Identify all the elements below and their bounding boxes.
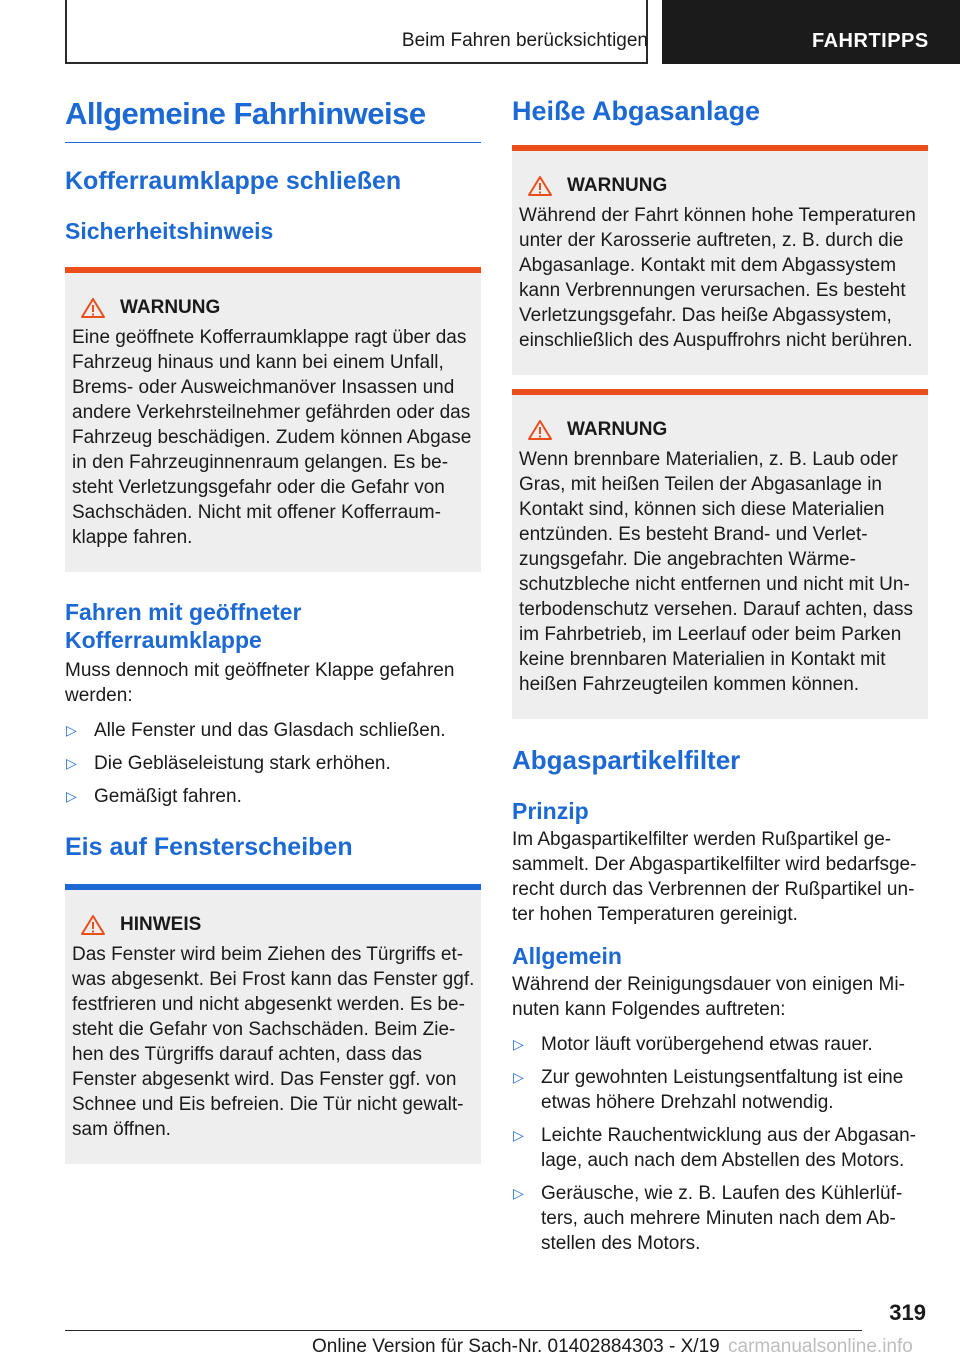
page-number: 319	[889, 1300, 926, 1325]
left-column	[65, 96, 481, 1164]
bullet-icon: ▷	[513, 1127, 524, 1143]
footer-online-version: Online Version für Sach-Nr. 01402884303 - X/19	[312, 1336, 720, 1357]
right-column	[512, 96, 928, 1256]
list-item: ▷ Gemäßigt fahren.	[66, 786, 242, 807]
heading-hot-exhaust: Heiße Abgasanlage	[512, 96, 761, 126]
warning-title	[80, 297, 475, 319]
warning-triangle-icon	[80, 914, 106, 936]
footer-divider	[65, 1330, 862, 1331]
list-open-trunk	[65, 718, 481, 809]
warning-triangle-icon	[80, 297, 106, 319]
warning-box-trunk	[65, 267, 481, 572]
watermark: carmanualsonline.info	[728, 1336, 913, 1357]
heading-particulate-filter: Abgaspartikelfilter	[512, 745, 741, 775]
header-section-title: Beim Fahren berücksichtigen	[401, 30, 648, 51]
warning-label: WARNUNG	[567, 419, 668, 440]
list-item: ▷ Zur gewohnten Leistungsentfaltung ist eine etwas höhere Drehzahl notwendig.	[513, 1067, 904, 1113]
list-item: ▷ Leichte Rauchentwicklung aus der Abgasanlage, auch nach dem Abstellen des Motors.	[513, 1125, 916, 1171]
warning-label: WARNUNG	[567, 175, 668, 196]
warning-triangle-icon	[527, 419, 553, 441]
warning-triangle-icon	[527, 175, 553, 197]
bullet-icon: ▷	[513, 1185, 524, 1201]
note-label: HINWEIS	[120, 914, 202, 935]
warning-text-exhaust-temperature: Während der Fahrt können hohe Temperaturen unter der Karosserie auftreten, z. B. durch die Abgasanlage. Kontakt mit dem Abgassystem kann Verbrennungen verursachen. Es besteht Verletzungsgefahr. Das heiße Abgassystem, einschließlich des Auspuffrohrs nicht berühren.	[519, 205, 916, 351]
list-cleaning-effects	[512, 1032, 928, 1256]
warning-box-flammable-materials	[512, 389, 928, 719]
list-item: ▷ Die Gebläseleistung stark erhöhen.	[66, 753, 391, 774]
warning-label: WARNUNG	[120, 297, 221, 318]
subheading-principle: Prinzip	[512, 798, 589, 824]
paragraph-open-trunk-intro: Muss dennoch mit geöffneter Klappe gefahren werden:	[65, 660, 455, 706]
paragraph-general-intro: Während der Reinigungsdauer von einigen Minuten kann Folgendes auftreten:	[512, 974, 905, 1020]
warning-text-trunk: Eine geöffnete Kofferraumklappe ragt über das Fahrzeug hinaus und kann bei einem Unfall, Brems- oder Ausweichmanöver Insassen und andere Verkehrsteilnehmer gefährden oder das Fahrzeug beschädigen. Zudem können Abgase in den Fahrzeuginnenraum gelangen. Es besteht Verletzungsgefahr oder die Gefahr von Sachschäden. Nicht mit offener Kofferraumklappe fahren.	[72, 327, 472, 548]
bullet-icon: ▷	[513, 1069, 524, 1085]
heading-driving-open-trunk: Fahren mit geöffneter Kofferraumklappe	[65, 599, 302, 653]
header-chapter-tab: FAHRTIPPS	[662, 0, 960, 64]
bullet-icon: ▷	[66, 755, 77, 771]
note-text-ice: Das Fenster wird beim Ziehen des Türgriffs etwas abgesenkt. Bei Frost kann das Fenster ggf. festfrieren und nicht abgesenkt werden. Es besteht die Gefahr von Sachschäden. Beim Ziehen des Türgriffs darauf achten, dass das Fenster abgesenkt wird. Das Fenster ggf. von Schnee und Eis befreien. Die Tür nicht gewaltsam öffnen.	[72, 944, 475, 1140]
warning-box-exhaust-temperature	[512, 145, 928, 375]
warning-text-flammable-materials: Wenn brennbare Materialien, z. B. Laub oder Gras, mit heißen Teilen der Abgasanlage in Kontakt sind, können sich diese Materialien entzünden. Es besteht Brand- und Verletzungsgefahr. Die angebrachten Wärmeschutzbleche nicht entfernen und nicht mit Unterbodenschutz versehen. Darauf achten, dass im Fahrbetrieb, im Leerlauf oder beim Parken keine brennbaren Materialien in Kontakt mit heißen Fahrzeugteilen kommen können.	[519, 449, 913, 695]
list-item: ▷ Alle Fenster und das Glasdach schließen.	[66, 720, 446, 741]
warning-title	[527, 175, 922, 197]
bullet-icon: ▷	[66, 722, 77, 738]
note-title	[80, 914, 475, 936]
page-title-general-driving: Allgemeine Fahrhinweise	[65, 96, 481, 143]
subheading-general: Allgemein	[512, 943, 622, 969]
list-item: ▷ Motor läuft vorübergehend etwas rauer.	[513, 1034, 873, 1055]
bullet-icon: ▷	[513, 1036, 524, 1052]
warning-title	[527, 419, 922, 441]
heading-ice-windows: Eis auf Fensterscheiben	[65, 833, 353, 861]
note-box-ice	[65, 884, 481, 1164]
subheading-safety-note: Sicherheitshinweis	[65, 218, 274, 244]
bullet-icon: ▷	[66, 788, 77, 804]
heading-close-trunk: Kofferraumklappe schließen	[65, 167, 402, 195]
paragraph-principle: Im Abgaspartikelfilter werden Rußpartikel gesammelt. Der Abgaspartikelfilter wird bedarfsgerecht durch das Verbrennen der Rußpartikel unter hohen Temperaturen gereinigt.	[512, 829, 917, 925]
list-item: ▷ Geräusche, wie z. B. Laufen des Kühlerlüfters, auch mehrere Minuten nach dem Abstellen des Motors.	[513, 1183, 903, 1254]
